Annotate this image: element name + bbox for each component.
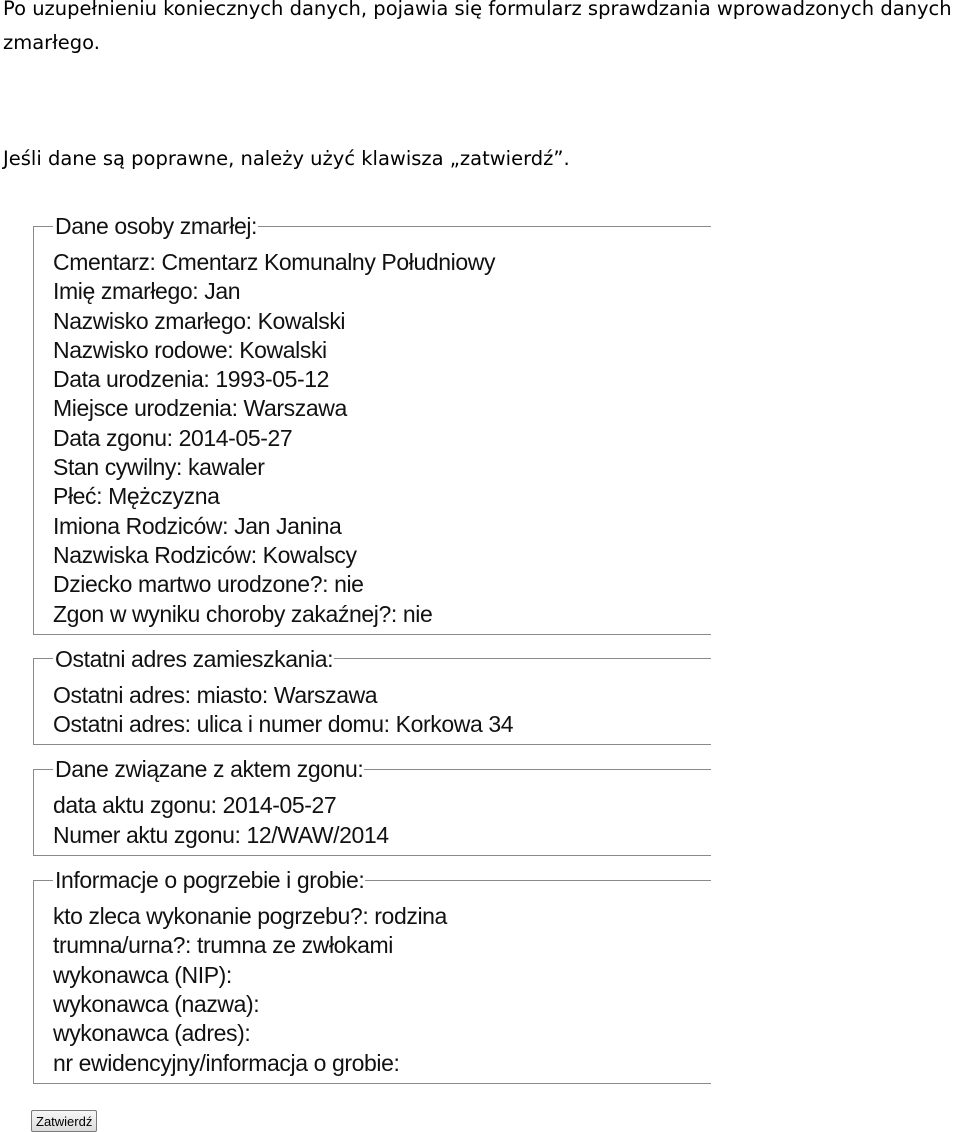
fieldset-legend-last-address: Ostatni adres zamieszkania: (55, 645, 334, 672)
row-certificate-date: data aktu zgonu: 2014-05-27 (53, 792, 337, 819)
row-sex: Płeć: Mężczyzna (53, 483, 220, 510)
fieldset-death-certificate (33, 755, 711, 856)
row-cemetery: Cmentarz: Cmentarz Komunalny Południowy (53, 249, 496, 275)
fieldset-legend-funeral-grave: Informacje o pogrzebie i grobie: (55, 867, 365, 894)
instruction-paragraph: Jeśli dane są poprawne, należy użyć klawisza „zatwierdź”. (3, 147, 570, 170)
row-parents-last-names: Nazwiska Rodziców: Kowalscy (53, 541, 357, 568)
submit-button[interactable]: Zatwierdź (31, 1110, 97, 1132)
fieldset-funeral-grave (33, 866, 711, 1084)
intro-paragraph: Po uzupełnieniu koniecznych danych, pojawia się formularz sprawdzania wprowadzonych danych zmarłego. (3, 0, 952, 54)
fieldset-last-address (33, 645, 711, 746)
row-birth-date: Data urodzenia: 1993-05-12 (53, 366, 330, 393)
row-birth-place: Miejsce urodzenia: Warszawa (53, 395, 347, 422)
row-maiden-name: Nazwisko rodowe: Kowalski (53, 336, 327, 363)
row-death-date: Data zgonu: 2014-05-27 (53, 424, 293, 451)
row-first-name: Imię zmarłego: Jan (53, 278, 241, 305)
row-certificate-number: Numer aktu zgonu: 12/WAW/2014 (53, 821, 389, 848)
fieldset-deceased-data (33, 212, 711, 635)
row-stillborn: Dziecko martwo urodzone?: nie (53, 571, 364, 598)
review-form (33, 212, 711, 1084)
row-last-name: Nazwisko zmarłego: Kowalski (53, 307, 346, 334)
row-address-city: Ostatni adres: miasto: Warszawa (53, 681, 378, 708)
row-grave-info: nr ewidencyjny/informacja o grobie: (53, 1049, 400, 1076)
row-address-street: Ostatni adres: ulica i numer domu: Korkowa 34 (53, 711, 514, 738)
row-coffin-urn: trumna/urna?: trumna ze zwłokami (53, 932, 394, 959)
row-contractor-address: wykonawca (adres): (53, 1020, 251, 1047)
row-parents-first-names: Imiona Rodziców: Jan Janina (53, 512, 342, 539)
row-contractor-nip: wykonawca (NIP): (53, 961, 232, 988)
fieldset-legend-death-certificate: Dane związane z aktem zgonu: (55, 756, 364, 783)
row-marital-status: Stan cywilny: kawaler (53, 454, 265, 481)
row-contractor-name: wykonawca (nazwa): (53, 990, 260, 1017)
fieldset-legend-deceased-data: Dane osoby zmarłej: (55, 213, 258, 239)
row-infectious-disease: Zgon w wyniku choroby zakaźnej?: nie (53, 600, 433, 627)
row-funeral-ordered-by: kto zleca wykonanie pogrzebu?: rodzina (53, 903, 447, 930)
